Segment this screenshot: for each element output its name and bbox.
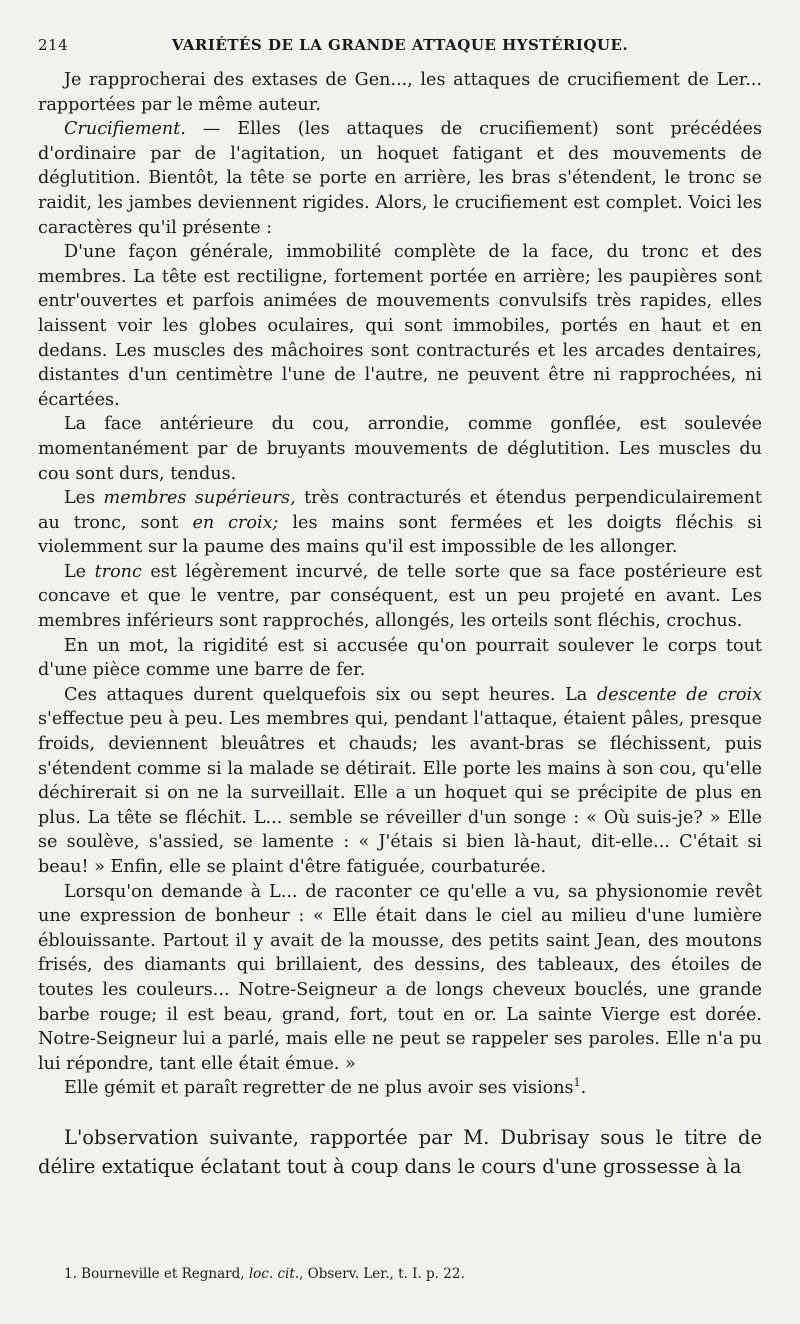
paragraph: Je rapprocherai des extases de Gen..., les attaques de crucifiement de Ler... rapportées par le même auteur. [38,70,762,115]
emphasis: descente de croix [596,684,762,705]
running-header [38,36,762,54]
footnote: 1. Bourneville et Regnard, loc. cit., Observ. Ler., t. I. p. 22. [64,1266,465,1282]
closing-paragraph: L'observation suivante, rapportée par M. Dubrisay sous le titre de délire extatique éclatant tout à coup dans le cours d'une grossesse à la [38,1125,762,1178]
footnote-marker[interactable]: 1 [573,1076,581,1090]
paragraph: D'une façon générale, immobilité complète de la face, du tronc et des membres. La tête est rectiligne, fortement portée en arrière; les paupières sont entr'ouvertes et parfois animées de mouvements convulsifs très rapides, elles laissent voir les globes oculaires, qui sont immobiles, portés en haut et en dedans. Les muscles des mâchoires sont contracturés et les arcades dentaires, distantes d'un centimètre l'une de l'autre, ne peuvent être ni rapprochées, ni écartées. [38,242,762,410]
emphasis: tronc [94,561,142,582]
paragraph: Elle gémit et paraît regretter de ne plus avoir ses visions$^1$. [64,1076,587,1099]
page [38,36,762,1181]
paragraph: En un mot, la rigidité est si accusée qu'on pourrait soulever le corps tout d'une pièce comme une barre de fer. [38,635,762,681]
paragraph: Crucifiement. — Elles (les attaques de crucifiement) sont précédées d'ordinaire par de l'agitation, un hoquet fatigant et des mouvements de déglutition. Bientôt, la tête se porte en arrière, les bras s'étendent, le tronc se raidit, les jambes deviennent rigides. Alors, le crucifiement est complet. Voici les caractères qu'il présente : [38,119,762,238]
paragraph: Le tronc est légèrement incurvé, de telle sorte que sa face postérieure est concave et que le ventre, par conséquent, est un peu projeté en avant. Les membres inférieurs sont rapprochés, allongés, les orteils sont fléchis, crochus. [38,561,762,632]
emphasis: membres supérieurs, [103,488,296,509]
footnote-ref: loc. cit. [248,1266,300,1282]
running-title: VARIÉTÉS DE LA GRANDE ATTAQUE HYSTÉRIQUE. [171,36,629,54]
paragraph: Les membres supérieurs, très contracturés et étendus perpendiculairement au tronc, sont en croix; les mains sont fermées et les doigts fléchis si violemment sur la paume des mains qu'il est impossible de les allonger. [38,488,762,558]
page-number: 214 [38,36,69,54]
footnote-number: 1. [64,1266,77,1282]
paragraph: Ces attaques durent quelquefois six ou sept heures. La descente de croix s'effectue peu à peu. Les membres qui, pendant l'attaque, étaient pâles, presque froids, deviennent bleuâtres et chauds; les avant-bras se fléchissent, puis s'étendent comme si la malade se détirait. Elle porte les mains à son cou, qu'elle déchirerait si on ne la surveillait. Elle a un hoquet qui se précipite de plus en plus. La tête se fléchit. L... semble se réveiller d'un songe : « Où suis-je? » Elle se soulève, s'assied, se lamente : « J'étais si bien là-haut, dit-elle... C'était si beau! » Enfin, elle se plaint d'être fatiguée, courbaturée. [38,684,762,877]
body-text [38,68,762,1181]
paragraph: Lorsqu'on demande à L... de raconter ce qu'elle a vu, sa physionomie revêt une expression de bonheur : « Elle était dans le ciel au milieu d'une lumière éblouissante. Partout il y avait de la mousse, des petits saint Jean, des moutons frisés, des diamants qui brillaient, des dessins, des tableaux, des étoiles de toutes les couleurs... Notre-Seigneur a de longs cheveux bouclés, une grande barbe rouge; il est beau, grand, fort, tout en or. La sainte Vierge est dorée. Notre-Seigneur lui a parlé, mais elle ne peut se rappeler ses paroles. Elle n'a pu lui répondre, tant elle était émue. » [38,881,762,1074]
emphasis: en croix; [192,512,279,533]
section-lead: Crucifiement. [64,119,186,140]
paragraph: La face antérieure du cou, arrondie, comme gonflée, est soulevée momentanément par de bruyants mouvements de déglutition. Les muscles du cou sont durs, tendus. [38,414,762,484]
